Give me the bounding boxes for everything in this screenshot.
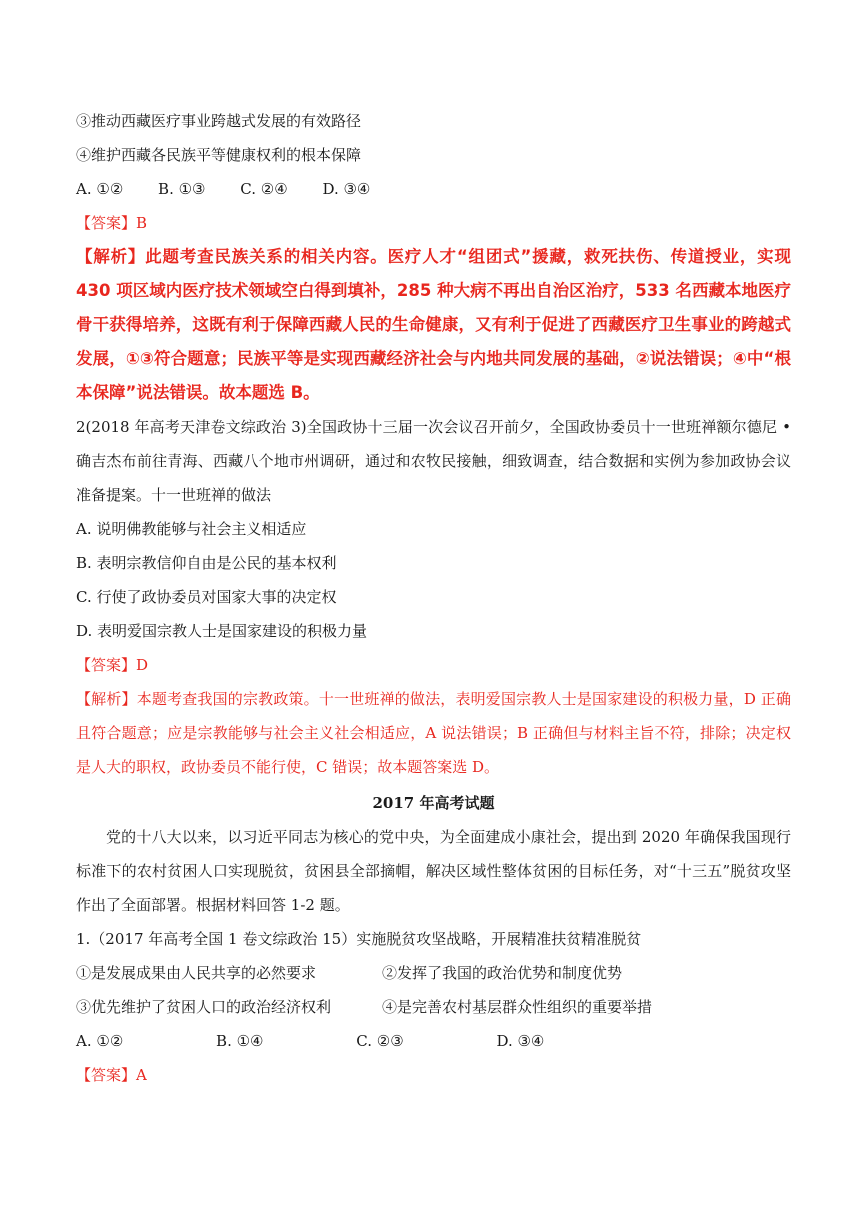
q1-choice-c: C. ②④ [240, 180, 288, 198]
q1-choice-d: D. ③④ [322, 180, 371, 198]
q2-option-c: C. 行使了政协委员对国家大事的决定权 [76, 588, 337, 606]
q1-option-3: ③推动西藏医疗事业跨越式发展的有效路径 [76, 112, 362, 130]
q3-option-4: ④是完善农村基层群众性组织的重要举措 [382, 998, 653, 1016]
q3-answer-value: A [136, 1066, 147, 1084]
q2-stem: 2(2018 年高考天津卷文综政治 3)全国政协十三届一次会议召开前夕，全国政协委员十一世班禅额尔德尼 •确吉杰布前往青海、西藏八个地市州调研，通过和农牧民接触，细致调查，结合数据和实例为参加政协会议准备提案。十一世班禅的做法 [76, 418, 791, 504]
q3-option-2: ②发挥了我国的政治优势和制度优势 [382, 964, 623, 982]
q1-answer-label: 【答案】 [76, 214, 137, 232]
q2-analysis-text: 本题考查我国的宗教政策。十一世班禅的做法，表明爱国宗教人士是国家建设的积极力量，D 正确且符合题意；应是宗教能够与社会主义社会相适应，A 说法错误；B 正确但与材料主旨不符，排除；决定权是人大的职权，政协委员不能行使，C 错误；故本题答案选 D。 [76, 690, 791, 776]
q3-answer-label: 【答案】 [76, 1066, 137, 1084]
q1-analysis-label: 【解析】 [76, 247, 146, 266]
q2-answer [76, 648, 791, 682]
material-paragraph: 党的十八大以来，以习近平同志为核心的党中央，为全面建成小康社会，提出到 2020 年确保我国现行标准下的农村贫困人口实现脱贫，贫困县全部摘帽，解决区域性整体贫困的目标任务，对“十三五”脱贫攻坚作出了全面部署。根据材料回答 1-2 题。 [76, 828, 791, 914]
q3-choice-c: C. ②③ [356, 1032, 404, 1050]
q1-choice-a: A. ①② [76, 180, 124, 198]
q1-choice-b: B. ①③ [158, 180, 206, 198]
q3-answer [76, 1058, 791, 1092]
section-title: 2017 年高考试题 [372, 794, 495, 812]
q2-answer-value: D [136, 656, 149, 674]
q3-options-row-2 [76, 990, 791, 1024]
q2-option-b: B. 表明宗教信仰自由是公民的基本权利 [76, 554, 337, 572]
q1-choices [76, 172, 791, 206]
q2-analysis-label: 【解析】 [76, 690, 137, 708]
q2-answer-label: 【答案】 [76, 656, 137, 674]
q3-choice-b: B. ①④ [216, 1032, 264, 1050]
q2-option-a: A. 说明佛教能够与社会主义相适应 [76, 520, 307, 538]
q2-option-d: D. 表明爱国宗教人士是国家建设的积极力量 [76, 622, 368, 640]
q3-choice-d: D. ③④ [496, 1032, 545, 1050]
q1-answer-value: B [136, 214, 148, 232]
q1-analysis [76, 240, 791, 410]
document-page [76, 104, 791, 1092]
q1-analysis-text: 此题考查民族关系的相关内容。医疗人才“组团式”援藏，救死扶伤、传道授业，实现 430 项区域内医疗技术领域空白得到填补，285 种大病不再出自治区治疗，533 名西藏本地医疗骨干获得培养，这既有利于保障西藏人民的生命健康，又有利于促进了西藏医疗卫生事业的跨越式发展，①③符合题意；民族平等是实现西藏经济社会与内地共同发展的基础，②说法错误；④中“根本保障”说法错误。故本题选 B。 [76, 247, 791, 402]
q3-option-1: ①是发展成果由人民共享的必然要求 [76, 964, 317, 982]
q2-analysis [76, 682, 791, 784]
q3-choices [76, 1024, 791, 1058]
q3-options-row-1 [76, 956, 791, 990]
q3-choice-a: A. ①② [76, 1032, 124, 1050]
q1-answer [76, 206, 791, 240]
q1-option-4: ④维护西藏各民族平等健康权利的根本保障 [76, 146, 362, 164]
q3-option-3: ③优先维护了贫困人口的政治经济权利 [76, 998, 332, 1016]
q3-stem: 1.（2017 年高考全国 1 卷文综政治 15）实施脱贫攻坚战略，开展精准扶贫精准脱贫 [76, 930, 642, 948]
